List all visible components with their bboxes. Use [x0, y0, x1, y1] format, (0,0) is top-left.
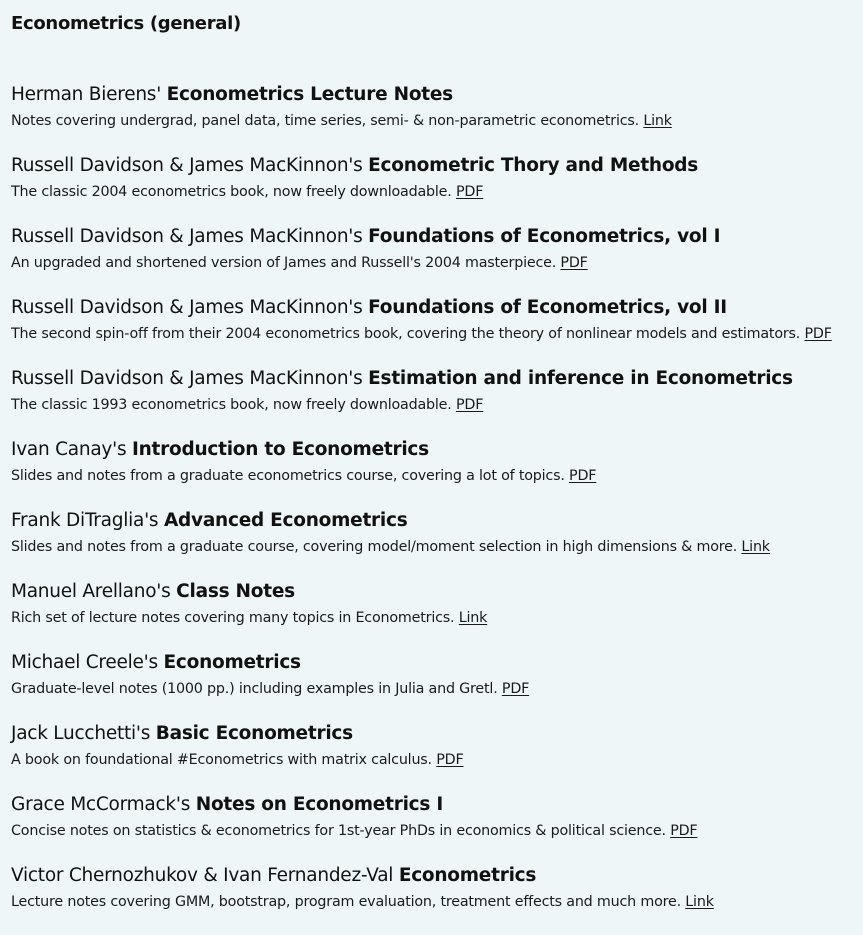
entry-link[interactable]: Link — [685, 894, 714, 910]
entry-description-text: An upgraded and shortened version of James and Russell's 2004 masterpiece. — [11, 255, 557, 271]
entry-description-text: Concise notes on statistics & econometrics for 1st-year PhDs in economics & political science. — [11, 823, 666, 839]
entry-link[interactable]: PDF — [455, 397, 484, 413]
entry-author: Michael Creele's — [11, 652, 158, 673]
entry-description-text: Graduate-level notes (1000 pp.) including examples in Julia and Gretl. — [11, 681, 498, 697]
entry-title — [11, 793, 443, 817]
entry-description — [11, 893, 714, 911]
entry-description — [11, 112, 672, 130]
entry-title — [11, 367, 793, 391]
entry-author: Herman Bierens' — [11, 84, 162, 105]
entry-link[interactable]: PDF — [501, 681, 530, 697]
entry-author: Russell Davidson & James MacKinnon's — [11, 155, 363, 176]
entry-author: Jack Lucchetti's — [11, 723, 151, 744]
entry-link[interactable]: Link — [458, 610, 488, 626]
entry-description-text: Rich set of lecture notes covering many topics in Econometrics. — [11, 610, 455, 626]
entry-description-text: Notes covering undergrad, panel data, time series, semi- & non-parametric econometrics. — [11, 113, 639, 129]
entry-work: Econometric Thory and Methods — [368, 155, 699, 176]
entry-work: Foundations of Econometrics, vol I — [368, 226, 721, 247]
entry-description — [11, 467, 596, 485]
entry-link[interactable]: PDF — [455, 184, 484, 200]
entry-description-text: Lecture notes covering GMM, bootstrap, program evaluation, treatment effects and much more. — [11, 894, 681, 910]
list-item — [11, 580, 856, 651]
entry-description — [11, 822, 697, 840]
entry-link[interactable]: PDF — [569, 468, 597, 484]
entry-description-text: Slides and notes from a graduate course, covering model/moment selection in high dimensions & more. — [11, 539, 738, 555]
entry-title — [11, 722, 353, 746]
entry-link[interactable]: PDF — [670, 823, 698, 839]
list-item — [11, 651, 856, 722]
entry-work: Basic Econometrics — [155, 723, 353, 744]
entry-description-text: The classic 1993 econometrics book, now freely downloadable. — [11, 397, 452, 413]
list-item — [11, 367, 856, 438]
entry-author: Ivan Canay's — [11, 439, 127, 460]
list-item — [11, 154, 856, 225]
list-item — [11, 509, 856, 580]
entry-description-text: A book on foundational #Econometrics with matrix calculus. — [11, 752, 432, 768]
entry-description — [11, 538, 770, 556]
list-item — [11, 296, 856, 367]
entry-link[interactable]: Link — [741, 539, 770, 555]
entry-description — [11, 325, 832, 343]
entry-title — [11, 864, 536, 888]
entry-description-text: The second spin-off from their 2004 econometrics book, covering the theory of nonlinear models and estimators. — [11, 326, 801, 342]
list-item — [11, 225, 856, 296]
entry-work: Class Notes — [176, 581, 295, 602]
entry-description-text: The classic 2004 econometrics book, now freely downloadable. — [11, 184, 452, 200]
entry-description — [11, 751, 464, 769]
entry-work: Introduction to Econometrics — [131, 439, 429, 460]
entry-title — [11, 225, 720, 249]
entry-work: Estimation and inference in Econometrics — [368, 368, 793, 389]
list-item — [11, 793, 856, 864]
entry-author: Victor Chernozhukov & Ivan Fernandez-Val — [11, 865, 394, 886]
entry-author: Russell Davidson & James MacKinnon's — [11, 368, 363, 389]
list-item — [11, 864, 856, 935]
entry-work: Advanced Econometrics — [163, 510, 408, 531]
entry-author: Russell Davidson & James MacKinnon's — [11, 226, 363, 247]
entry-title — [11, 509, 407, 533]
entry-author: Manuel Arellano's — [11, 581, 171, 602]
entry-description — [11, 183, 483, 201]
entry-author: Grace McCormack's — [11, 794, 191, 815]
entry-work: Econometrics — [163, 652, 301, 673]
section-title: Econometrics (general) — [11, 13, 241, 34]
list-item — [11, 83, 856, 154]
list-item — [11, 722, 856, 793]
entry-title — [11, 651, 301, 675]
entry-work: Notes on Econometrics I — [195, 794, 443, 815]
entry-work: Econometrics Lecture Notes — [166, 84, 453, 105]
entry-description — [11, 396, 483, 414]
entry-description — [11, 680, 529, 698]
entry-description-text: Slides and notes from a graduate econometrics course, covering a lot of topics. — [11, 468, 565, 484]
entry-link[interactable]: PDF — [560, 255, 588, 271]
entry-title — [11, 296, 727, 320]
entry-author: Russell Davidson & James MacKinnon's — [11, 297, 363, 318]
resource-page — [11, 12, 856, 910]
entry-work: Foundations of Econometrics, vol II — [368, 297, 727, 318]
entry-link[interactable]: PDF — [436, 752, 464, 768]
entry-title — [11, 438, 429, 462]
entry-description — [11, 609, 487, 627]
entry-title — [11, 580, 295, 604]
entry-title — [11, 83, 453, 107]
entry-description — [11, 254, 588, 272]
entry-link[interactable]: PDF — [804, 326, 832, 342]
resource-list — [11, 83, 856, 935]
entry-title — [11, 154, 698, 178]
entry-link[interactable]: Link — [643, 113, 672, 129]
list-item — [11, 438, 856, 509]
entry-author: Frank DiTraglia's — [11, 510, 159, 531]
entry-work: Econometrics — [398, 865, 537, 886]
